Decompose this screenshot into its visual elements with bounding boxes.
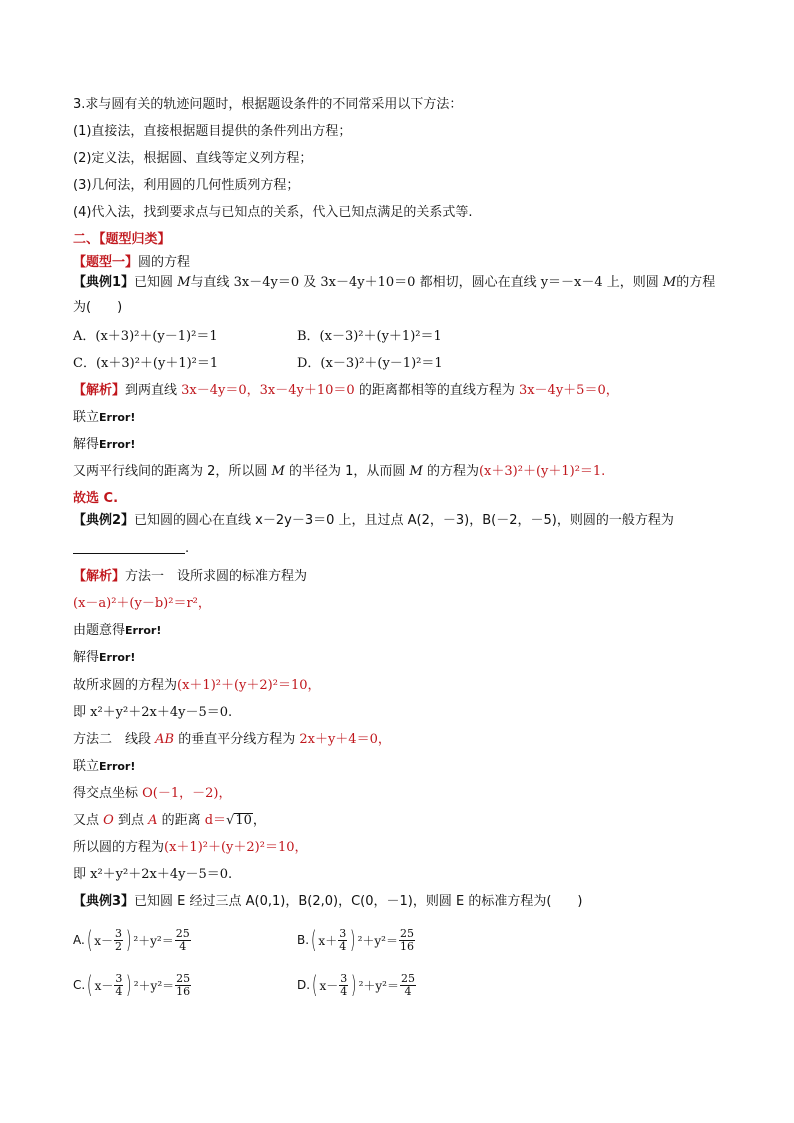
error-text: Error! [125,624,162,637]
example1-stem-cont: 为( ) [73,300,123,315]
text: 故所求圆的方程为 [73,678,178,693]
text: 到两直线 [125,383,182,398]
text: 得交点坐标 [73,786,143,801]
text: 已知圆的圆心在直线 x－2y－3＝0 上，且过点 A(2，－3)，B(－2，－5)，则圆的一般方程为 [134,513,674,528]
denominator: 4 [179,939,187,953]
example1-options-ab [73,328,734,346]
denominator: 4 [340,984,348,998]
fraction [114,928,123,953]
equation: 3x－4y＝0，3x－4y＋10＝0 [181,383,355,398]
expr: ²＋y²＝ [133,978,175,993]
text: 的方程为 [422,464,479,479]
example2-youtiyi [73,622,734,640]
expr: x－ [319,978,339,993]
equation: 3x－4y＋10＝0 [320,275,416,290]
type-tag: 【题型一】 [73,255,139,270]
text: 解得 [73,650,100,665]
example2-suoyi [73,839,734,857]
numerator: 3 [114,926,122,940]
text: 所以圆的方程为 [73,840,165,855]
text: 的方程 [676,275,716,290]
example2-eq-std: (x－a)²＋(y－b)²＝r²， [73,596,211,611]
fraction [338,928,347,953]
var-M: M [409,464,423,479]
option-label: B. [297,933,310,947]
text: 方法一 设所求圆的标准方程为 [125,569,308,584]
equation: (x＋1)²＋(y＋2)²＝10， [164,840,308,855]
equation: 2x＋y＋4＝0， [299,732,391,747]
error-text: Error! [99,651,136,664]
text: 的距离 [157,813,205,828]
option-label: A. [73,933,85,947]
sqrt-value: 10 [235,813,252,828]
methods-heading: 3.求与圆有关的轨迹问题时，根据题设条件的不同常采用以下方法： [73,97,463,112]
text: 方法二 线段 [73,732,156,747]
option-c: C．(x＋3)²＋(y＋1)²＝1 [73,356,219,371]
method-3: (3)几何法，利用圆的几何性质列方程； [73,178,300,193]
example1-jiede [73,436,734,454]
text: 又点 [73,813,104,828]
left-paren: ( [310,926,317,954]
numerator: 25 [176,971,191,985]
example2-ji [73,704,734,722]
example2-jiaodian [73,785,734,803]
example1-stem [73,274,734,292]
numerator: 25 [399,926,414,940]
var-M: M [662,275,677,290]
var-AB: AB [155,732,175,747]
var-M: M [271,464,285,479]
numerator: 25 [175,926,190,940]
fraction [399,928,415,953]
error-text: Error! [99,760,136,773]
text: 解得 [73,437,100,452]
denominator: 4 [115,984,123,998]
text: 又两平行线间的距离为 2，所以圆 [73,464,272,479]
numerator: 3 [115,971,123,985]
right-paren: ) [126,971,132,999]
example2-method2 [73,731,734,749]
text: 及 [299,275,321,290]
example1-solution-1 [73,382,734,400]
equation: x²＋y²＋2x＋4y－5＝0. [90,867,233,882]
method-4: (4)代入法，找到要求点与已知点的关系，代入已知点满足的关系式等. [73,205,473,220]
text: 的半径为 1，从而圆 [284,464,410,479]
method-1: (1)直接法，直接根据题目提供的条件列出方程； [73,124,352,139]
example3-option-a [73,925,192,955]
example3-option-d [297,970,417,1000]
denominator: 2 [114,939,122,953]
left-paren: ( [311,971,318,999]
expr: x＋ [318,933,338,948]
equation: O(－1，－2)， [142,786,232,801]
expr: ²＋y²＝ [358,978,399,993]
option-a: A．(x＋3)²＋(y－1)²＝1 [73,329,218,344]
text: 联立 [73,410,100,425]
var-O: O [103,813,114,828]
error-text: Error! [99,438,136,451]
example2-lianli [73,758,734,776]
equation: (x＋1)²＋(y＋2)²＝10， [177,678,321,693]
right-paren: ) [351,971,357,999]
expr: x－ [94,978,114,993]
text: 到点 [113,813,149,828]
example1-answer: 故选 C. [73,491,119,506]
expr: x－ [94,933,113,948]
fraction [114,973,123,998]
equation: x²＋y²＋2x＋4y－5＝0. [90,705,233,720]
example3-option-c [73,970,192,1000]
denominator: 4 [339,939,347,953]
denominator: 16 [176,984,191,998]
example2-ji2 [73,866,734,884]
text: 的距离都相等的直线方程为 [354,383,519,398]
example1-options-cd [73,355,734,373]
text: 与直线 [190,275,234,290]
option-label: C. [73,978,86,992]
right-paren: ) [125,926,132,954]
expr: ²＋y²＝ [357,933,398,948]
text: 联立 [73,759,100,774]
section-title: 二、【题型归类】 [73,232,171,247]
equation: y＝－x－4 [540,275,603,290]
example2-method1 [73,568,734,586]
text: ， [252,813,266,828]
denominator: 4 [404,984,412,998]
var-A: A [148,813,158,828]
sqrt-sign: √ [226,813,235,828]
example3-tag: 【典例3】 [73,894,135,909]
numerator: 3 [339,926,347,940]
type-name: 圆的方程 [138,255,191,270]
type-heading [73,254,734,272]
example2-blank-line [73,540,734,558]
example2-stem [73,512,734,530]
right-paren: ) [350,926,356,954]
equation: (x＋3)²＋(y＋1)²＝1. [478,464,606,479]
fraction [175,928,191,953]
fraction [175,973,191,998]
example3-stem [73,893,734,911]
example2-distance [73,812,734,830]
option-label: D. [297,978,311,992]
equation: 3x－4y＋5＝0， [518,383,619,398]
var-M: M [177,275,191,290]
text: 的垂直平分线方程为 [174,732,300,747]
fraction [400,973,416,998]
equation: 3x－4y＝0 [233,275,300,290]
error-text: Error! [99,411,136,424]
example2-jiede [73,649,734,667]
example1-tag: 【典例1】 [73,275,135,290]
left-paren: ( [87,971,93,999]
text: 即 [73,867,91,882]
text: 上，则圆 [602,275,663,290]
fraction [339,973,348,998]
numerator: 3 [340,971,348,985]
answer-blank [73,541,185,554]
example3-option-b [297,925,416,955]
solution-tag: 【解析】 [73,383,126,398]
method-2: (2)定义法，根据圆、直线等定义列方程； [73,151,313,166]
option-d: D．(x－3)²＋(y－1)²＝1 [297,356,443,371]
text: 已知圆 [134,275,178,290]
numerator: 25 [401,971,415,985]
expr: ²＋y²＝ [133,933,174,948]
example1-solution-3 [73,463,734,481]
equation: d＝ [204,813,227,828]
text: 即 [73,705,91,720]
text: 都相切，圆心在直线 [415,275,541,290]
text: 由题意得 [73,623,126,638]
denominator: 16 [399,939,414,953]
text: 已知圆 E 经过三点 A(0,1)，B(2,0)，C(0，－1)，则圆 E 的标准方程为( ) [134,894,583,909]
example1-lianli [73,409,734,427]
option-b: B．(x－3)²＋(y＋1)²＝1 [297,329,442,344]
text: . [185,541,190,556]
solution-tag: 【解析】 [73,569,126,584]
example2-gu [73,677,734,695]
left-paren: ( [86,926,93,954]
example2-tag: 【典例2】 [73,513,135,528]
